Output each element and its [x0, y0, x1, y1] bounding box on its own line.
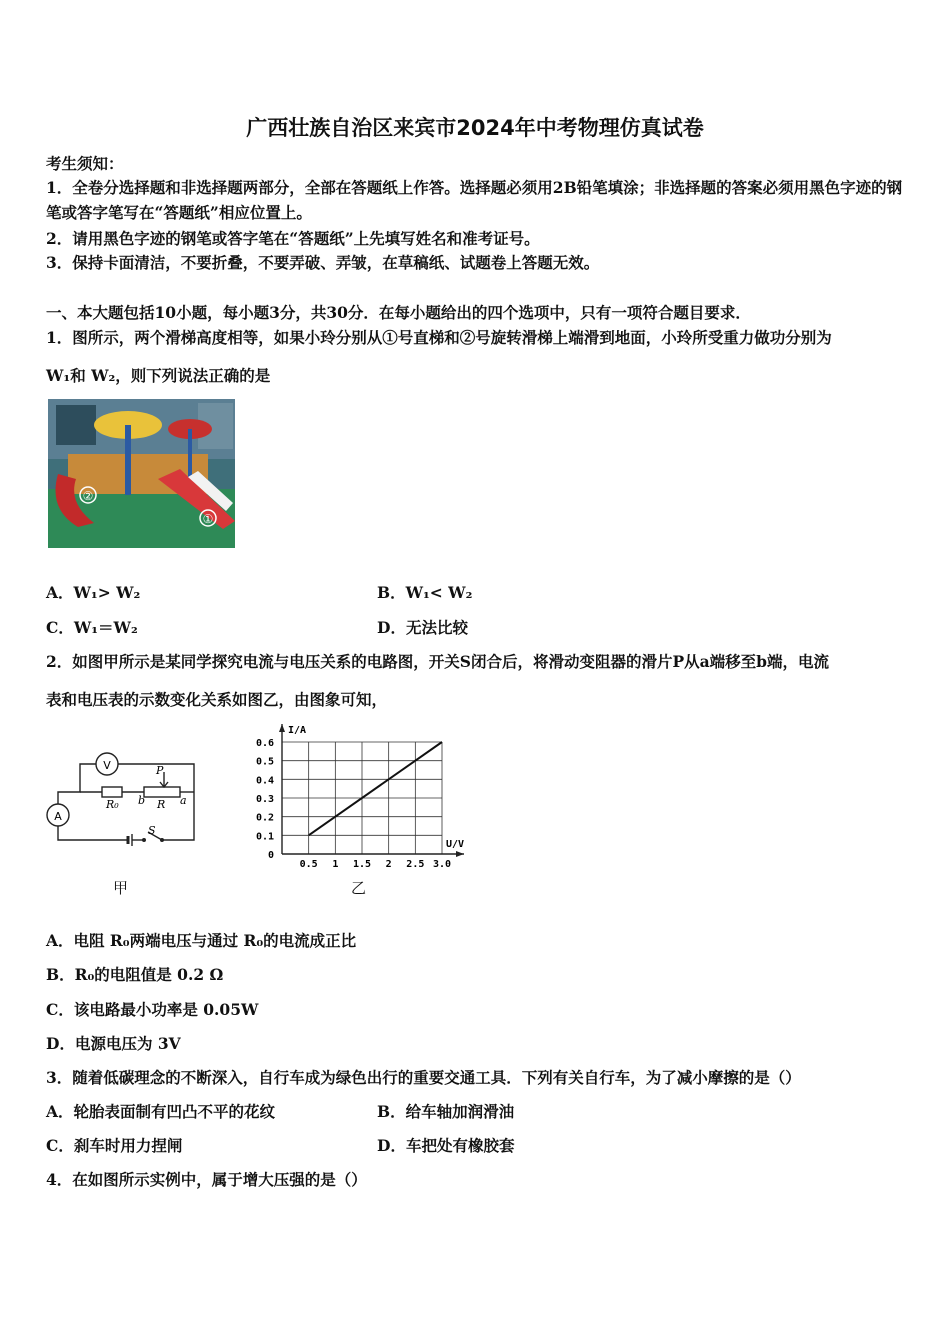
slide-photo — [48, 399, 235, 548]
y-tick-label: 0 — [267, 850, 274, 861]
y-tick-label: 0.4 — [255, 775, 274, 787]
q3-option-c[interactable]: C．刹车时用力捏闸 — [46, 1136, 183, 1155]
q1-option-b[interactable]: B．W₁< W₂ — [377, 583, 473, 602]
x-tick-label: 1 — [332, 859, 339, 870]
q3-option-d[interactable]: D．车把处有橡胶套 — [377, 1136, 515, 1155]
q1-stem-line2: W₁和 W₂，则下列说法正确的是 — [46, 366, 271, 385]
q4-stem: 4．在如图所示实例中，属于增大压强的是（） — [46, 1170, 367, 1189]
q3-stem: 3．随着低碳理念的不断深入，自行车成为绿色出行的重要交通工具．下列有关自行车，为了减小摩擦的是（） — [46, 1068, 801, 1087]
y-tick-label: 0.3 — [255, 794, 274, 805]
q2-option-d[interactable]: D．电源电压为 3V — [46, 1034, 181, 1053]
q3-option-b[interactable]: B．给车轴加润滑油 — [377, 1102, 515, 1121]
q2-stem-line2: 表和电压表的示数变化关系如图乙，由图象可知， — [46, 690, 388, 709]
end-a-label: a — [180, 794, 187, 807]
photo-label-1: ① — [202, 512, 214, 526]
y-tick-label: 0.1 — [255, 831, 274, 843]
x-tick-label: 0.5 — [299, 859, 318, 870]
q2-option-b[interactable]: B．R₀的电阻值是 0.2 Ω — [46, 965, 224, 984]
y-tick-label: 0.5 — [255, 756, 274, 768]
q2-stem-line1: 2．如图甲所示是某同学探究电流与电压关系的电路图，开关S闭合后，将滑动变阻器的滑片P从a端移至b端，电流 — [46, 652, 830, 671]
x-tick-label: 2 — [385, 859, 392, 870]
iu-graph — [248, 718, 478, 878]
voltmeter-label: V — [103, 759, 111, 772]
circuit-diagram — [44, 742, 204, 854]
q1-option-c[interactable]: C．W₁＝W₂ — [46, 618, 138, 637]
x-tick-label: 1.5 — [352, 859, 372, 870]
page-title: 广西壮族自治区来宾市2024年中考物理仿真试卷 — [246, 116, 704, 140]
x-tick-label: 3.0 — [432, 859, 452, 870]
end-b-label: b — [138, 794, 146, 807]
notice-item-2: 2．请用黑色字迹的钢笔或答字笔在“答题纸”上先填写姓名和准考证号。 — [46, 229, 540, 248]
series-line-r0 — [309, 742, 442, 835]
x-axis-label: U/V — [446, 839, 465, 850]
caption-jia: 甲 — [113, 879, 129, 897]
q1-option-d[interactable]: D．无法比较 — [377, 618, 468, 637]
notice-heading: 考生须知： — [46, 154, 124, 173]
q2-option-c[interactable]: C．该电路最小功率是 0.05W — [46, 1000, 259, 1019]
q2-option-a[interactable]: A．电阻 R₀两端电压与通过 R₀的电流成正比 — [46, 931, 357, 950]
r0-label: R₀ — [106, 798, 119, 811]
y-tick-label: 0.6 — [255, 738, 274, 749]
q1-option-a[interactable]: A．W₁> W₂ — [46, 583, 141, 602]
switch-s-label: S — [148, 824, 156, 837]
y-tick-label: 0.2 — [255, 812, 274, 824]
q1-stem-line1: 1．图所示，两个滑梯高度相等，如果小玲分别从①号直梯和②号旋转滑梯上端滑到地面，小玲所受重力做功分别为 — [46, 328, 832, 347]
ammeter-label: A — [54, 810, 62, 823]
slider-p-label: P — [156, 764, 164, 777]
section-instructions: 一、本大题包括10小题，每小题3分，共30分．在每小题给出的四个选项中，只有一项符合题目要求． — [46, 303, 751, 322]
notice-item-1: 1．全卷分选择题和非选择题两部分，全部在答题纸上作答。选择题必须用2B铅笔填涂；非选择题的答案必须用黑色字迹的钢笔或答字笔写在“答题纸”相应位置上。 — [46, 178, 903, 222]
y-axis-label: I/A — [288, 725, 307, 736]
q3-option-a[interactable]: A．轮胎表面制有凹凸不平的花纹 — [46, 1102, 276, 1121]
photo-label-2: ② — [82, 489, 94, 503]
notice-item-3: 3．保持卡面清洁，不要折叠，不要弄破、弄皱，在草稿纸、试题卷上答题无效。 — [46, 253, 600, 272]
x-tick-label: 2.5 — [406, 859, 425, 870]
caption-yi: 乙 — [351, 879, 367, 897]
r-label: R — [157, 798, 166, 811]
